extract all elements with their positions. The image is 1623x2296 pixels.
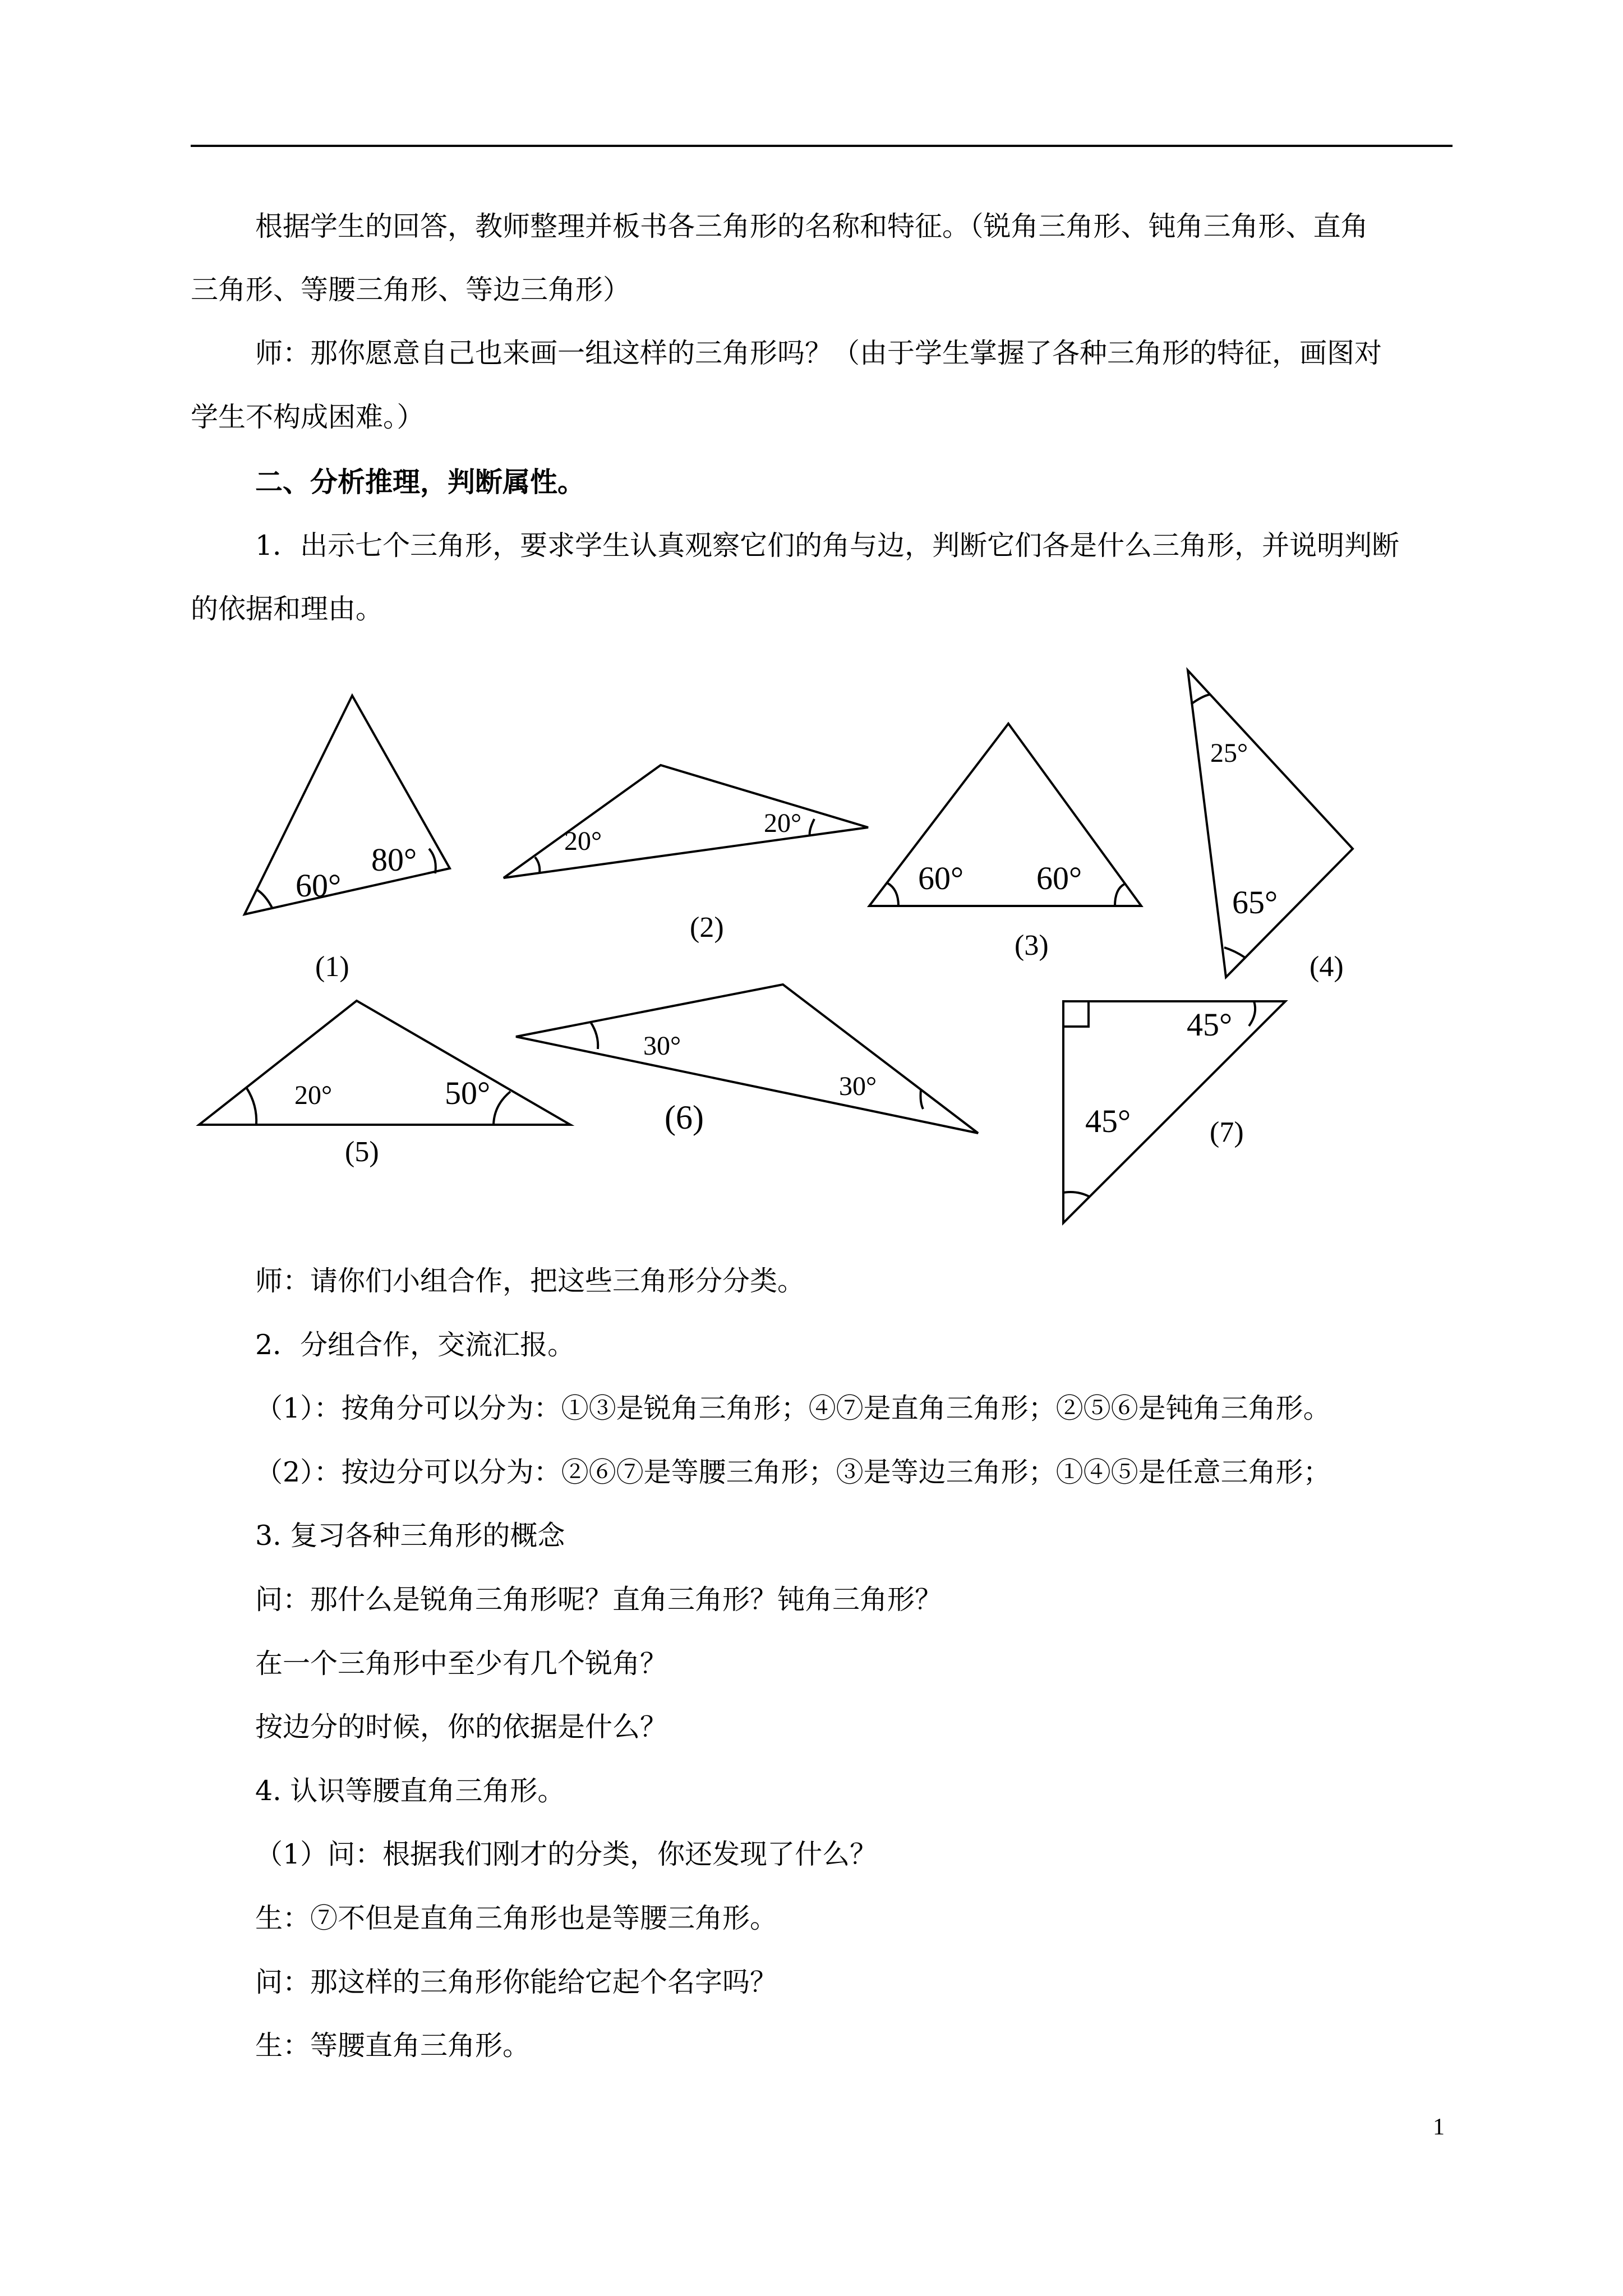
triangle-5-angle-arc-right — [494, 1092, 510, 1125]
triangle-6-angle-right: 30° — [839, 1071, 877, 1101]
triangle-4 — [1188, 670, 1353, 977]
triangle-2-label: (2) — [690, 912, 724, 944]
triangle-6-angle-left: 30° — [643, 1031, 681, 1061]
triangle-4-angle-bottom: 65° — [1232, 884, 1278, 921]
teacher-instruction: 师：请你们小组合作，把这些三角形分分类。 — [255, 1265, 805, 1297]
step-3: 3. 复习各种三角形的概念 — [255, 1520, 565, 1552]
triangle-3 — [869, 724, 1141, 906]
triangle-2-angle-arc-right — [810, 819, 814, 836]
triangle-3-angle-arc-right — [1115, 884, 1124, 906]
triangle-6 — [516, 984, 978, 1133]
classification-by-angle: （1）：按角分可以分为：①③是锐角三角形；④⑦是直角三角形；②⑤⑥是钝角三角形。 — [255, 1392, 1331, 1424]
triangle-1-label: (1) — [315, 951, 349, 983]
triangle-3-angle-right: 60° — [1036, 860, 1082, 896]
triangle-2-angle-arc-left — [535, 857, 540, 873]
triangle-1-angle-right: 80° — [371, 841, 417, 878]
page-number: 1 — [1433, 2114, 1445, 2140]
triangle-5-angle-right: 50° — [445, 1075, 491, 1111]
classification-by-side: （2）：按边分可以分为：②⑥⑦是等腰三角形；③是等边三角形；①④⑤是任意三角形； — [255, 1456, 1331, 1488]
triangle-7-angle-bottom: 45° — [1085, 1103, 1131, 1139]
triangle-7-angle-arc-top — [1249, 1001, 1255, 1026]
triangle-5-angle-arc-left — [247, 1088, 256, 1125]
triangle-7-angle-arc-bottom — [1063, 1192, 1090, 1197]
triangles-figure — [191, 662, 1391, 1240]
question-3: 按边分的时候，你的依据是什么？ — [255, 1711, 668, 1743]
triangle-1 — [245, 696, 450, 914]
paragraph-3-line-2: 的依据和理由。 — [191, 593, 384, 625]
triangle-1-angle-arc-left — [257, 890, 273, 909]
triangle-5-angle-left: 20° — [294, 1080, 333, 1110]
triangle-7-right-angle-mark — [1063, 1001, 1089, 1027]
paragraph-1-line-1: 根据学生的回答，教师整理并板书各三角形的名称和特征。（锐角三角形、钝角三角形、直角 — [255, 210, 1368, 242]
question-2: 在一个三角形中至少有几个锐角？ — [255, 1648, 668, 1680]
question-5: 问：那这样的三角形你能给它起个名字吗？ — [255, 1966, 778, 1998]
paragraph-2-line-2: 学生不构成困难。） — [191, 401, 425, 433]
section-title: 二、分析推理，判断属性。 — [255, 466, 585, 498]
triangle-4-angle-arc-bottom — [1224, 947, 1245, 958]
triangle-6-angle-arc-right — [921, 1090, 924, 1109]
triangle-4-angle-arc-top — [1191, 694, 1210, 704]
triangle-6-label: (6) — [665, 1099, 704, 1136]
header-rule — [191, 145, 1453, 147]
step-2: 2．分组合作，交流汇报。 — [255, 1329, 575, 1361]
triangle-3-angle-left: 60° — [918, 860, 964, 896]
answer-1: 生：⑦不但是直角三角形也是等腰三角形。 — [255, 1902, 778, 1934]
triangle-2-angle-right: 20° — [764, 808, 802, 838]
triangle-1-angle-left: 60° — [296, 867, 342, 904]
paragraph-3-line-1: 1．出示七个三角形，要求学生认真观察它们的角与边，判断它们各是什么三角形，并说明判断 — [255, 530, 1400, 562]
step-4: 4. 认识等腰直角三角形。 — [255, 1775, 565, 1807]
answer-2: 生：等腰直角三角形。 — [255, 2030, 531, 2062]
triangle-7-angle-top: 45° — [1187, 1006, 1233, 1043]
triangle-5-label: (5) — [345, 1136, 379, 1168]
triangle-4-label: (4) — [1310, 951, 1344, 983]
question-4: （1）问：根据我们刚才的分类，你还发现了什么？ — [255, 1838, 878, 1870]
triangle-4-angle-top: 25° — [1210, 738, 1248, 768]
question-1: 问：那什么是锐角三角形呢？直角三角形？钝角三角形？ — [255, 1584, 943, 1616]
triangle-2-angle-left: 20° — [564, 826, 602, 856]
triangle-7-label: (7) — [1210, 1116, 1244, 1148]
triangle-3-label: (3) — [1015, 930, 1049, 961]
triangle-6-angle-arc-left — [591, 1022, 598, 1049]
paragraph-2-line-1: 师：那你愿意自己也来画一组这样的三角形吗？（由于学生掌握了各种三角形的特征，画图对 — [255, 337, 1382, 369]
triangle-3-angle-arc-left — [887, 883, 898, 906]
triangle-1-angle-arc-right — [429, 849, 436, 873]
paragraph-1-line-2: 三角形、等腰三角形、等边三角形） — [191, 274, 631, 306]
